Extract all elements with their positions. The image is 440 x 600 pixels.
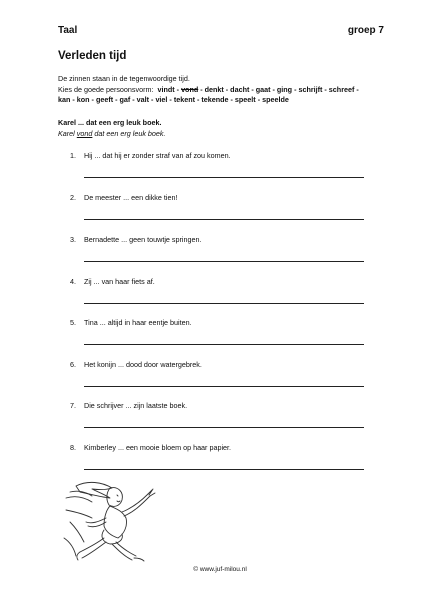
question-item: [70, 193, 370, 202]
answer-line[interactable]: [84, 386, 364, 387]
question-item: [70, 318, 370, 327]
intro-line: De zinnen staan in de tegenwoordige tijd.: [58, 74, 190, 83]
answer-line[interactable]: [84, 219, 364, 220]
answer-line[interactable]: [84, 344, 364, 345]
answer-line[interactable]: [84, 177, 364, 178]
question-item: [70, 151, 370, 160]
question-item: [70, 277, 370, 286]
example-answer-post: dat een erg leuk boek.: [92, 128, 166, 138]
word-list-post: - denkt - dacht - gaat - ging - schrijft - schreef -: [198, 84, 359, 94]
struck-word: vond: [181, 84, 199, 94]
question-number: 3.: [70, 235, 76, 244]
question-item: [70, 401, 370, 410]
example-answer-verb: vond: [76, 128, 93, 138]
question-text: Zij ... van haar fiets af.: [84, 277, 155, 286]
subject-label: Taal: [58, 25, 78, 36]
question-number: 8.: [70, 443, 76, 452]
answer-line[interactable]: [84, 303, 364, 304]
answer-line[interactable]: [84, 427, 364, 428]
question-number: 5.: [70, 318, 76, 327]
question-item: [70, 235, 370, 244]
running-girl-drawing: [62, 478, 170, 572]
question-number: 7.: [70, 401, 76, 410]
question-text: Kimberley ... een mooie bloem op haar papier.: [84, 443, 232, 452]
answer-line[interactable]: [84, 469, 364, 470]
instruction-label: Kies de goede persoonsvorm:: [58, 84, 154, 94]
page-title: Verleden tijd: [58, 50, 127, 62]
question-number: 4.: [70, 277, 76, 286]
word-list-part2: kan - kon - geeft - gaf - valt - viel - tekent - tekende - speelt - speelde: [58, 95, 289, 104]
copyright-footer: © www.juf-milou.nl: [193, 566, 247, 573]
question-number: 2.: [70, 193, 76, 202]
question-item: [70, 360, 370, 369]
example-question: Karel ... dat een erg leuk boek.: [58, 118, 162, 127]
question-text: De meester ... een dikke tien!: [84, 193, 178, 202]
answer-line[interactable]: [84, 261, 364, 262]
group-label: groep 7: [347, 25, 384, 36]
example-answer-pre: Karel: [58, 128, 77, 138]
question-text: Tina ... altijd in haar eentje buiten.: [84, 318, 192, 327]
question-text: Bernadette ... geen touwtje springen.: [84, 235, 202, 244]
question-text: Het konijn ... dood door watergebrek.: [84, 360, 202, 369]
word-list-pre: vindt -: [157, 84, 182, 94]
question-item: [70, 443, 370, 452]
question-number: 6.: [70, 360, 76, 369]
question-number: 1.: [70, 151, 76, 160]
question-text: Hij ... dat hij er zonder straf van af zou komen.: [84, 151, 231, 160]
question-text: Die schrijver ... zijn laatste boek.: [84, 401, 188, 410]
